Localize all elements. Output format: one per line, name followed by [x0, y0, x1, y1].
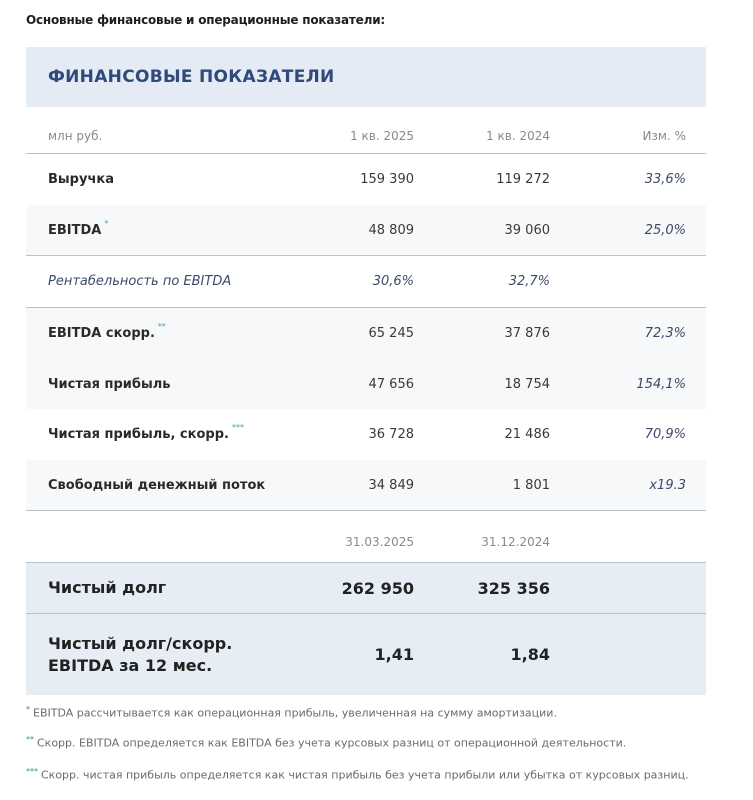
row-label [48, 308, 166, 359]
row-label: Чистая прибыль [48, 376, 171, 392]
change-header: Изм. % [642, 129, 686, 143]
unit-label: млн руб. [48, 129, 103, 143]
table-row [26, 154, 706, 205]
intro-heading: Основные финансовые и операционные показатели: [26, 13, 385, 27]
row-label-line2: EBITDA за 12 мес. [48, 655, 213, 675]
row-change: x19.3 [649, 477, 686, 493]
row-label: Чистый долг [48, 578, 167, 597]
col1-header: 1 кв. 2025 [350, 129, 414, 143]
row-label-text: EBITDA скорр. [48, 326, 155, 341]
row-value-2025-03-31: 262 950 [341, 578, 414, 598]
row-value-q1-2024: 18 754 [504, 376, 550, 392]
row-label [48, 409, 244, 460]
row-value-q1-2024: 37 876 [504, 326, 550, 341]
table-row [26, 409, 706, 460]
footnote-text: EBITDA рассчитывается как операционная прибыль, увеличенная на сумму амортизации. [33, 706, 557, 720]
table-header-row [26, 118, 706, 154]
row-change: 154,1% [636, 376, 686, 392]
row-value-q1-2025: 36 728 [368, 427, 414, 442]
footnote [26, 705, 557, 720]
footnote [26, 767, 689, 782]
table-row [26, 359, 706, 409]
footnote-marker: *** [231, 423, 244, 432]
table-row [26, 256, 706, 307]
row-change: 72,3% [644, 326, 686, 341]
date-col1-header: 31.03.2025 [345, 535, 414, 549]
row-value-2025-03-31: 1,41 [374, 645, 414, 664]
row-value-q1-2025: 30,6% [372, 274, 414, 289]
row-value-q1-2025: 159 390 [360, 172, 414, 187]
footnote-marker: ** [157, 322, 166, 331]
footnote-marker: * [104, 218, 109, 228]
footnote-text: Скорр. EBITDA определяется как EBITDA без учета курсовых разниц от операционной деятельности. [37, 736, 627, 750]
row-value-q1-2024: 1 801 [512, 477, 550, 493]
row-value-q1-2024: 21 486 [504, 427, 550, 442]
col2-header: 1 кв. 2024 [486, 129, 550, 143]
footnote-text: Скорр. чистая прибыль определяется как чистая прибыль без учета прибыли или убытка от курсовых разниц. [41, 768, 689, 782]
footnote [26, 735, 626, 750]
date-header-row [26, 522, 706, 562]
row-value-q1-2025: 47 656 [368, 376, 414, 392]
date-col2-header: 31.12.2024 [481, 535, 550, 549]
table-row-net-debt-ratio [26, 614, 706, 695]
row-label-text: EBITDA [48, 222, 102, 238]
row-value-2024-12-31: 1,84 [510, 645, 550, 664]
row-label-text: Чистая прибыль, скорр. [48, 427, 229, 442]
row-value-q1-2024: 39 060 [504, 222, 550, 238]
row-label-line1: Чистый долг/скорр. [48, 633, 233, 653]
section-header-band [26, 47, 706, 107]
row-value-q1-2025: 34 849 [368, 477, 414, 493]
footnote-marker: *** [26, 767, 38, 776]
row-value-2024-12-31: 325 356 [477, 578, 550, 598]
row-label: Свободный денежный поток [48, 477, 266, 493]
table-row [26, 460, 706, 510]
section-title: ФИНАНСОВЫЕ ПОКАЗАТЕЛИ [48, 67, 335, 87]
row-value-q1-2025: 65 245 [368, 326, 414, 341]
row-label: Выручка [48, 172, 114, 187]
footnote-marker: * [26, 705, 30, 714]
row-value-q1-2024: 32,7% [508, 274, 550, 289]
footnote-marker: ** [26, 735, 34, 744]
row-change: 70,9% [644, 427, 686, 442]
row-label [48, 205, 108, 255]
row-change: 25,0% [644, 222, 686, 238]
row-change: 33,6% [644, 172, 686, 187]
row-label: Рентабельность по EBITDA [48, 274, 232, 289]
divider [26, 510, 706, 511]
row-value-q1-2025: 48 809 [368, 222, 414, 238]
table-row [26, 205, 706, 255]
table-row-net-debt [26, 563, 706, 613]
table-row [26, 308, 706, 359]
row-label [48, 614, 232, 695]
row-value-q1-2024: 119 272 [496, 172, 550, 187]
